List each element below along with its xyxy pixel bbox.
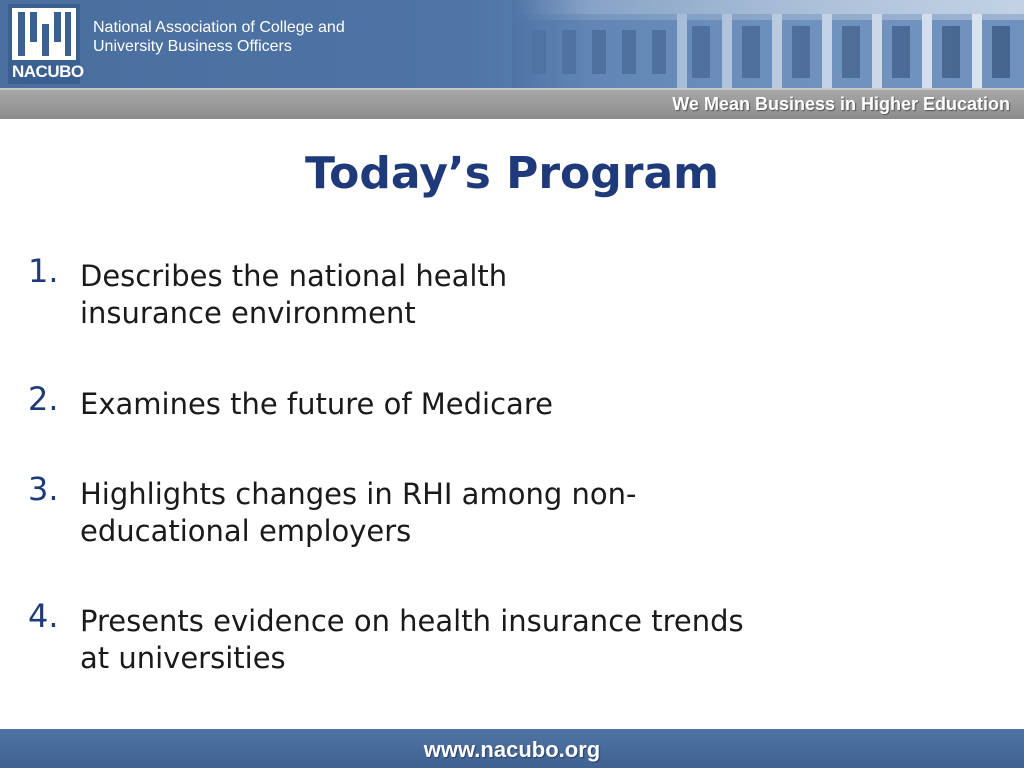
slide-title: Today’s Program bbox=[304, 148, 720, 199]
list-item-text: Highlights changes in RHI among non-educational employers bbox=[80, 477, 637, 548]
header-banner bbox=[0, 0, 1024, 88]
list-item bbox=[28, 380, 760, 423]
list-item-text: Examines the future of Medicare bbox=[80, 387, 553, 421]
list-item-text: Presents evidence on health insurance trends at universities bbox=[80, 604, 744, 675]
logo-text: NACUBO bbox=[12, 62, 84, 81]
list-number: 3. bbox=[28, 470, 59, 508]
tagline-band bbox=[0, 88, 1024, 119]
tagline: We Mean Business in Higher Education bbox=[672, 94, 1010, 114]
list-item bbox=[28, 597, 760, 677]
list-number: 2. bbox=[28, 380, 59, 418]
list-item bbox=[28, 252, 620, 332]
list-number: 4. bbox=[28, 597, 59, 635]
organization-name: National Association of College and University Business Officers bbox=[93, 19, 345, 55]
list-number: 1. bbox=[28, 252, 59, 290]
footer-bar bbox=[0, 729, 1024, 768]
building-facade-image bbox=[512, 0, 1024, 88]
list-item-text: Describes the national health insurance environment bbox=[80, 259, 508, 330]
list-item bbox=[28, 470, 680, 550]
footer-url-link[interactable]: www.nacubo.org bbox=[423, 737, 601, 762]
